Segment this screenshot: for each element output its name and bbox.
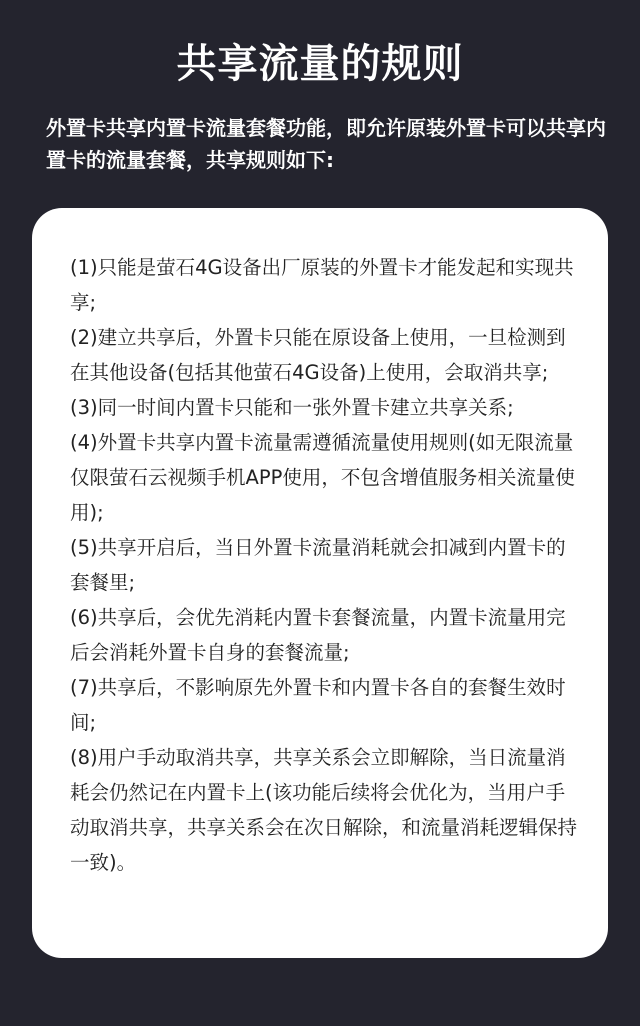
rule-item-3: (3)同一时间内置卡只能和一张外置卡建立共享关系;	[70, 396, 514, 419]
rules-list	[70, 250, 580, 880]
rules-card	[32, 208, 608, 958]
rule-item-6: (6)共享后，会优先消耗内置卡套餐流量，内置卡流量用完后会消耗外置卡自身的套餐流量;	[70, 606, 566, 664]
rule-item-2: (2)建立共享后，外置卡只能在原设备上使用，一旦检测到在其他设备(包括其他萤石4G设备)上使用，会取消共享;	[70, 326, 566, 384]
rule-item-7: (7)共享后，不影响原先外置卡和内置卡各自的套餐生效时间;	[70, 676, 566, 734]
intro-text: 外置卡共享内置卡流量套餐功能，即允许原装外置卡可以共享内置卡的流量套餐，共享规则如下:	[46, 116, 606, 172]
page-title: 共享流量的规则	[176, 41, 464, 87]
rule-item-4: (4)外置卡共享内置卡流量需遵循流量使用规则(如无限流量仅限萤石云视频手机APP使用，不包含增值服务相关流量使用);	[70, 431, 575, 524]
rule-item-5: (5)共享开启后，当日外置卡流量消耗就会扣减到内置卡的套餐里;	[70, 536, 566, 594]
rule-item-1: (1)只能是萤石4G设备出厂原装的外置卡才能发起和实现共享;	[70, 256, 574, 314]
rule-item-8: (8)用户手动取消共享，共享关系会立即解除，当日流量消耗会仍然记在内置卡上(该功能后续将会优化为，当用户手动取消共享，共享关系会在次日解除，和流量消耗逻辑保持一致)。	[70, 746, 578, 874]
